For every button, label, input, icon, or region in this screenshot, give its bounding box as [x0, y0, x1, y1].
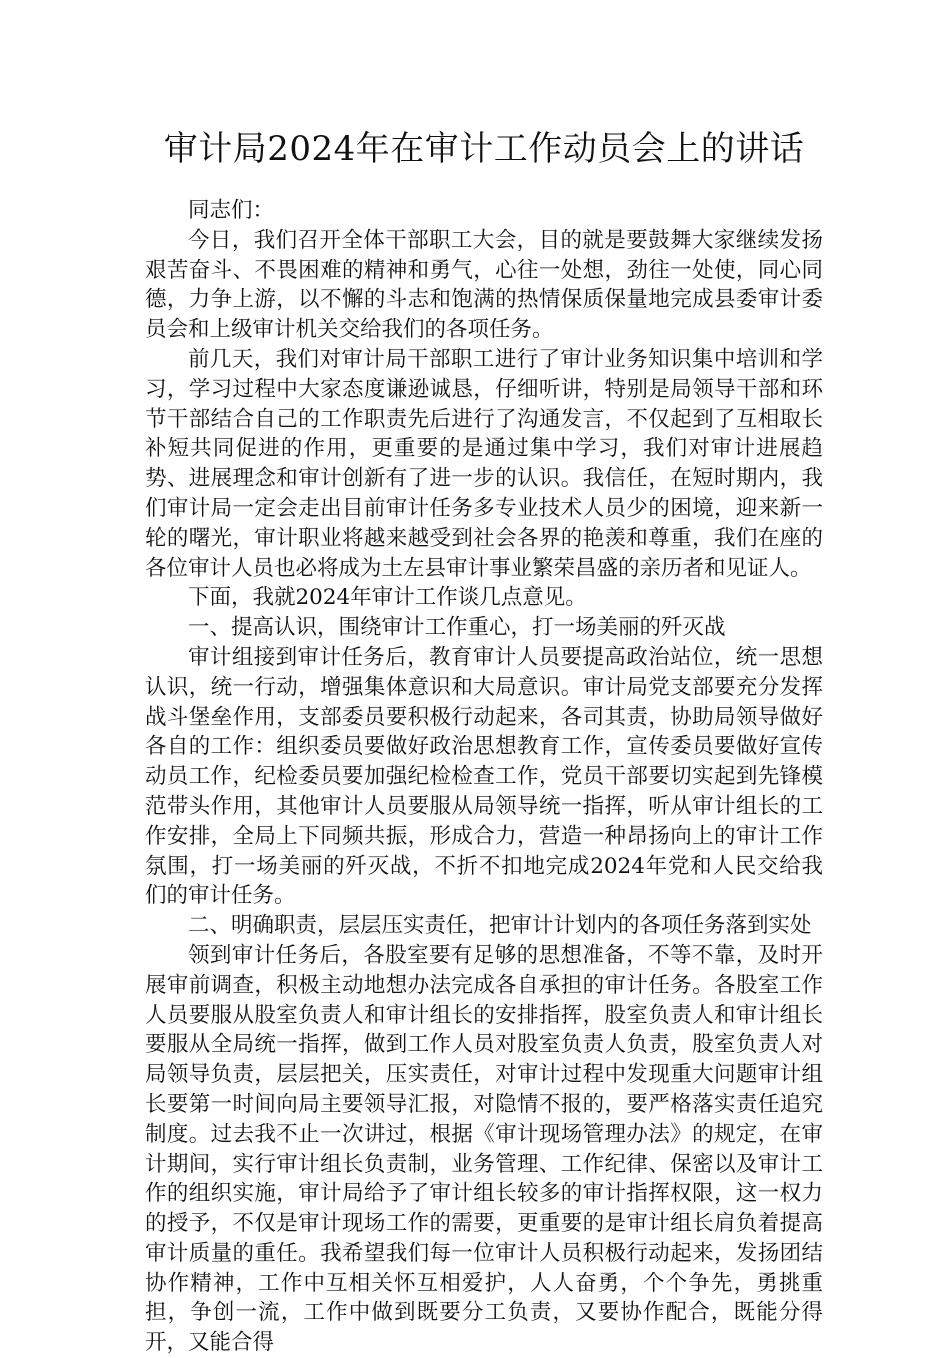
- body-paragraph: 审计组接到审计任务后，教育审计人员要提高政治站位，统一思想认识，统一行动，增强集体意识和大局意识。审计局党支部要充分发挥战斗堡垒作用，支部委员要积极行动起来，各司其责，协助局领导做好各自的工作：组织委员要做好政治思想教育工作，宣传委员要做好宣传动员工作，纪检委员要加强纪检检查工作，党员干部要切实起到先锋模范带头作用，其他审计人员要服从局领导统一指挥，听从审计组长的工作安排，全局上下同频共振，形成合力，营造一种昂扬向上的审计工作氛围，打一场美丽的歼灭战，不折不扣地完成2024年党和人民交给我们的审计任务。: [145, 644, 823, 909]
- body-paragraph: 今日，我们召开全体干部职工大会，目的就是要鼓舞大家继续发扬艰苦奋斗、不畏困难的精神和勇气，心往一处想，劲往一处使，同心同德，力争上游，以不懈的斗志和饱满的热情保质保量地完成县委审计委员会和上级审计机关交给我们的各项任务。: [145, 227, 823, 343]
- body-paragraph: 前几天，我们对审计局干部职工进行了审计业务知识集中培训和学习，学习过程中大家态度谦逊诚恳，仔细听讲，特别是局领导干部和环节干部结合自己的工作职责先后进行了沟通发言，不仅起到了互相取长补短共同促进的作用，更重要的是通过集中学习，我们对审计进展趋势、进展理念和审计创新有了进一步的认识。我信任，在短时期内，我们审计局一定会走出目前审计任务多专业技术人员少的困境，迎来新一轮的曙光，审计职业将越来越受到社会各界的艳羡和尊重，我们在座的各位审计人员也必将成为土左县审计事业繁荣昌盛的亲历者和见证人。: [145, 346, 823, 581]
- document-page: [145, 120, 823, 1358]
- document-title: 审计局2024年在审计工作动员会上的讲话: [163, 129, 805, 169]
- section-heading: 一、提高认识，围绕审计工作重心，打一场美丽的歼灭战: [188, 615, 726, 641]
- section-heading: 二、明确职责，层层压实责任，把审计计划内的各项任务落到实处: [188, 913, 812, 939]
- body-paragraph: 领到审计任务后，各股室要有足够的思想准备，不等不靠，及时开展审前调查，积极主动地想办法完成各自承担的审计任务。各股室工作人员要服从股室负责人和审计组长的安排指挥，股室负责人和审计组长要服从全局统一指挥，做到工作人员对股室负责人负责，股室负责人对局领导负责，层层把关，压实责任，对审计过程中发现重大问题审计组长要第一时间向局主要领导汇报，对隐情不报的，要严格落实责任追究制度。过去我不止一次讲过，根据《审计现场管理办法》的规定，在审计期间，实行审计组长负责制，业务管理、工作纪律、保密以及审计工作的组织实施，审计局给予了审计组长较多的审计指挥权限，这一权力的授予，不仅是审计现场工作的需要，更重要的是审计组长肩负着提高审计质量的重任。我希望我们每一位审计人员积极行动起来，发扬团结协作精神，工作中互相关怀互相爱护，人人奋勇，个个争先，勇挑重担，争创一流，工作中做到既要分工负责，又要协作配合，既能分得开，又能合得: [145, 942, 823, 1356]
- document-body: [145, 196, 823, 1358]
- body-paragraph: 下面，我就2024年审计工作谈几点意见。: [188, 585, 587, 611]
- salutation: 同志们：: [188, 198, 275, 223]
